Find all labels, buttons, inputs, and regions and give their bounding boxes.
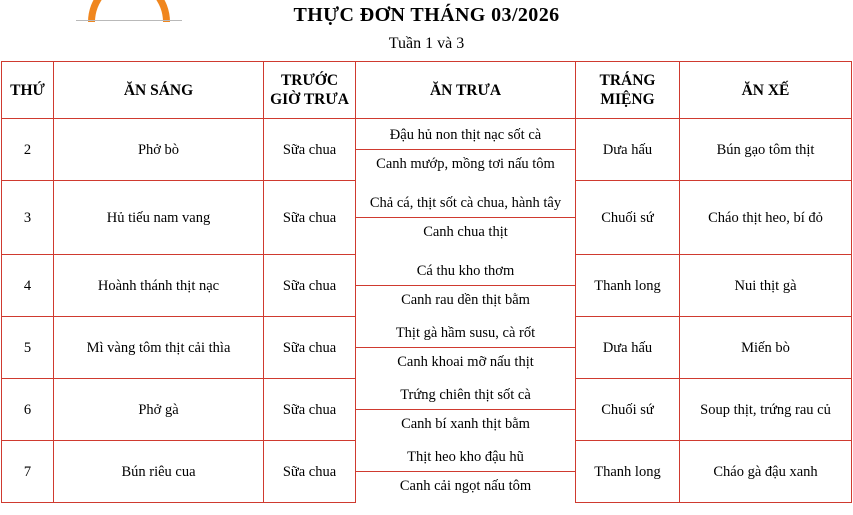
column-header-afternoon: ĂN XẾ xyxy=(680,62,852,119)
cell-day: 5 xyxy=(2,317,54,379)
lunch-dish-list xyxy=(356,381,575,438)
table-row xyxy=(2,119,852,181)
cell-afternoon: Soup thịt, trứng rau củ xyxy=(680,379,852,441)
cell-breakfast: Hủ tiếu nam vang xyxy=(54,181,264,255)
page-title: THỰC ĐƠN THÁNG 03/2026 xyxy=(293,4,560,26)
cell-day: 2 xyxy=(2,119,54,181)
table-header-row xyxy=(2,62,852,119)
lunch-dish: Chả cá, thịt sốt cà chua, hành tây xyxy=(356,189,575,218)
column-header-pre-lunch-line1: TRƯỚC xyxy=(280,72,339,89)
column-header-dessert-line1: TRÁNG xyxy=(599,72,656,89)
lunch-dish: Trứng chiên thịt sốt cà xyxy=(356,381,575,410)
cell-pre-lunch: Sữa chua xyxy=(264,119,356,181)
cell-dessert: Thanh long xyxy=(576,255,680,317)
cell-pre-lunch: Sữa chua xyxy=(264,317,356,379)
cell-afternoon: Bún gạo tôm thịt xyxy=(680,119,852,181)
table-row xyxy=(2,181,852,255)
cell-day: 7 xyxy=(2,441,54,503)
table-row xyxy=(2,441,852,503)
logo-underline xyxy=(76,20,182,21)
cell-breakfast: Bún riêu cua xyxy=(54,441,264,503)
page-subtitle: Tuần 1 và 3 xyxy=(388,35,465,52)
lunch-dish: Canh khoai mỡ nấu thịt xyxy=(397,354,534,370)
lunch-dish-list xyxy=(356,319,575,376)
cell-afternoon: Cháo gà đậu xanh xyxy=(680,441,852,503)
cell-afternoon: Nui thịt gà xyxy=(680,255,852,317)
cell-pre-lunch: Sữa chua xyxy=(264,441,356,503)
cell-pre-lunch: Sữa chua xyxy=(264,379,356,441)
lunch-dish: Đậu hủ non thịt nạc sốt cà xyxy=(356,121,575,150)
cell-dessert: Dưa hấu xyxy=(576,119,680,181)
lunch-dish-list xyxy=(356,443,575,500)
lunch-dish: Canh cải ngọt nấu tôm xyxy=(399,478,532,494)
cell-dessert: Thanh long xyxy=(576,441,680,503)
cell-lunch xyxy=(356,119,576,181)
column-header-pre-lunch xyxy=(264,62,356,119)
column-header-breakfast: ĂN SÁNG xyxy=(54,62,264,119)
cell-lunch xyxy=(356,441,576,503)
table-row xyxy=(2,255,852,317)
cell-lunch xyxy=(356,181,576,255)
lunch-dish: Canh bí xanh thịt bằm xyxy=(401,416,530,432)
cell-day: 3 xyxy=(2,181,54,255)
lunch-dish-list xyxy=(356,189,575,246)
cell-dessert: Chuối sứ xyxy=(576,181,680,255)
cell-afternoon: Cháo thịt heo, bí đỏ xyxy=(680,181,852,255)
lunch-dish: Canh rau dền thịt bằm xyxy=(401,292,530,308)
lunch-dish: Canh mướp, mồng tơi nấu tôm xyxy=(376,156,555,173)
column-header-pre-lunch-line2: GIỜ TRƯA xyxy=(270,91,349,108)
table-row xyxy=(2,379,852,441)
lunch-dish: Cá thu kho thơm xyxy=(356,257,575,286)
cell-pre-lunch: Sữa chua xyxy=(264,255,356,317)
lunch-dish-list xyxy=(356,257,575,314)
cell-breakfast: Phở gà xyxy=(54,379,264,441)
cell-day: 4 xyxy=(2,255,54,317)
cell-lunch xyxy=(356,317,576,379)
cell-breakfast: Phở bò xyxy=(54,119,264,181)
column-header-dessert-line2: MIỆNG xyxy=(600,91,655,108)
table-body xyxy=(2,119,852,503)
column-header-day: THỨ xyxy=(2,62,54,119)
cell-dessert: Dưa hấu xyxy=(576,317,680,379)
table-row xyxy=(2,317,852,379)
lunch-dish: Thịt heo kho đậu hũ xyxy=(356,443,575,472)
cell-dessert: Chuối sứ xyxy=(576,379,680,441)
column-header-dessert xyxy=(576,62,680,119)
orange-arc-logo-icon xyxy=(88,0,170,22)
cell-day: 6 xyxy=(2,379,54,441)
cell-breakfast: Mì vàng tôm thịt cải thìa xyxy=(54,317,264,379)
menu-table xyxy=(1,61,852,503)
table-header xyxy=(2,62,852,119)
cell-afternoon: Miến bò xyxy=(680,317,852,379)
lunch-dish: Canh chua thịt xyxy=(423,224,508,240)
lunch-dish-list xyxy=(356,121,575,178)
cell-breakfast: Hoành thánh thịt nạc xyxy=(54,255,264,317)
cell-lunch xyxy=(356,379,576,441)
lunch-dish: Thịt gà hầm susu, cà rốt xyxy=(356,319,575,348)
column-header-lunch: ĂN TRƯA xyxy=(356,62,576,119)
cell-pre-lunch: Sữa chua xyxy=(264,181,356,255)
cell-lunch xyxy=(356,255,576,317)
